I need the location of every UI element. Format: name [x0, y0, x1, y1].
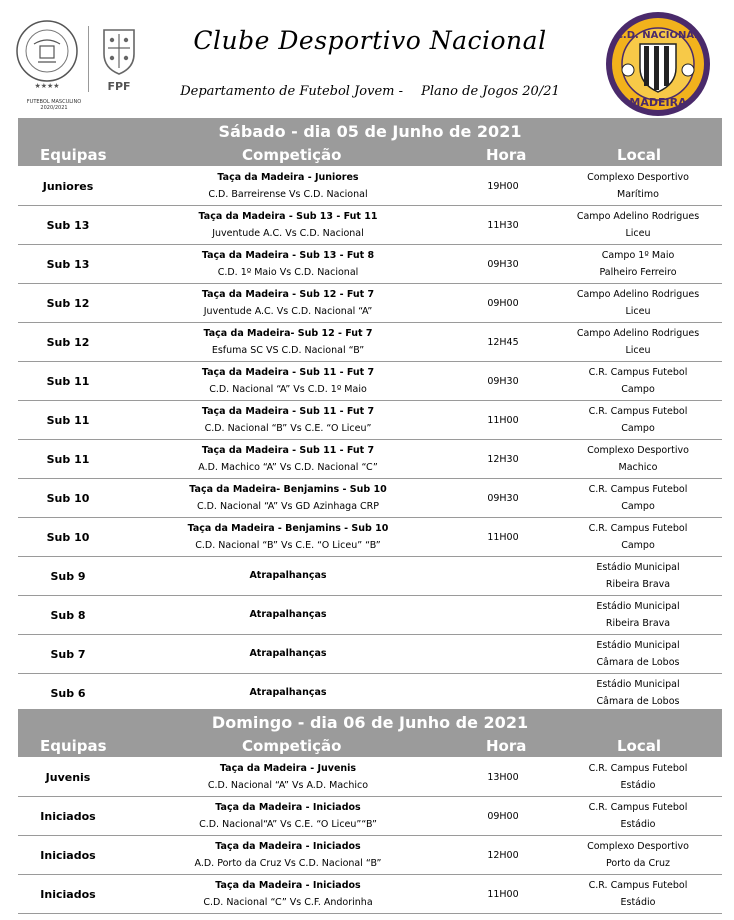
match-teams: Esfuma SC VS C.D. Nacional “B” — [211, 345, 365, 356]
table-row — [18, 401, 722, 440]
col-head-loc: Local — [617, 737, 662, 755]
location-line-1: Complexo Desportivo — [587, 172, 689, 183]
time-cell: 09H00 — [487, 297, 519, 309]
location-cell — [553, 799, 723, 833]
col-head-time: Hora — [486, 146, 527, 164]
team-cell: Sub 12 — [46, 296, 90, 310]
subtitle-department: Departamento de Futebol Jovem - — [180, 84, 404, 99]
table-row — [18, 797, 722, 836]
match-teams: Juventude A.C. Vs C.D. Nacional — [212, 228, 364, 239]
location-line-1: C.R. Campus Futebol — [588, 880, 688, 891]
team-cell: Sub 10 — [46, 491, 90, 505]
time-cell: 09H00 — [487, 810, 519, 822]
location-cell — [553, 403, 723, 437]
col-head-team: Equipas — [40, 737, 107, 755]
location-line-2: Liceu — [625, 228, 651, 239]
team-cell: Sub 7 — [50, 647, 86, 661]
location-line-1: Estádio Municipal — [596, 679, 680, 690]
location-cell — [553, 286, 723, 320]
team-cell: Iniciados — [40, 848, 96, 862]
competition-cell — [148, 364, 428, 398]
col-head-comp: Competição — [242, 737, 342, 755]
team-cell: Sub 6 — [50, 686, 86, 700]
location-cell — [553, 442, 723, 476]
competition-cell — [148, 648, 428, 659]
location-line-1: C.R. Campus Futebol — [588, 523, 688, 534]
table-row — [18, 635, 722, 674]
time-cell: 09H30 — [487, 375, 519, 387]
col-head-time: Hora — [486, 737, 527, 755]
location-line-1: C.R. Campus Futebol — [588, 802, 688, 813]
competition-cell — [148, 403, 428, 437]
header-divider — [88, 26, 89, 92]
club-title: Clube Desportivo Nacional — [193, 26, 547, 55]
location-cell — [553, 325, 723, 359]
match-teams: C.D. Barreirense Vs C.D. Nacional — [208, 189, 368, 200]
competition-name: Taça da Madeira- Benjamins - Sub 10 — [189, 484, 387, 495]
competition-name: Taça da Madeira- Sub 12 - Fut 7 — [203, 328, 373, 339]
time-cell: 12H30 — [487, 453, 519, 465]
competition-cell — [148, 442, 428, 476]
table-row — [18, 518, 722, 557]
competition-name: Atrapalhanças — [249, 569, 327, 581]
competition-name: Taça da Madeira - Juvenis — [219, 763, 357, 774]
competition-name: Taça da Madeira - Sub 11 - Fut 7 — [201, 367, 375, 378]
table-row — [18, 206, 722, 245]
competition-cell — [148, 247, 428, 281]
team-cell: Sub 12 — [46, 335, 90, 349]
col-head-comp: Competição — [242, 146, 342, 164]
table-row — [18, 758, 722, 797]
day-header-saturday — [18, 118, 722, 166]
location-line-2: Machico — [618, 462, 658, 473]
location-cell — [553, 520, 723, 554]
table-row — [18, 362, 722, 401]
competition-name: Taça da Madeira - Sub 12 - Fut 7 — [201, 289, 375, 300]
table-row — [18, 440, 722, 479]
table-row — [18, 323, 722, 362]
team-cell: Juvenis — [45, 770, 91, 784]
location-cell — [553, 247, 723, 281]
day-title: Sábado - dia 05 de Junho de 2021 — [218, 122, 522, 141]
match-teams: C.D. Nacional “A” Vs A.D. Machico — [207, 780, 369, 791]
cert-caption — [14, 99, 94, 111]
competition-name: Taça da Madeira - Iniciados — [215, 841, 361, 852]
table-row — [18, 167, 722, 206]
competition-name: Atrapalhanças — [249, 686, 327, 698]
col-head-team: Equipas — [40, 146, 107, 164]
team-cell: Sub 9 — [50, 569, 86, 583]
location-cell — [553, 676, 723, 710]
match-teams: A.D. Machico “A” Vs C.D. Nacional “C” — [198, 462, 378, 473]
time-cell: 12H45 — [487, 336, 519, 348]
location-line-2: Câmara de Lobos — [596, 657, 680, 668]
location-line-2: Estádio — [620, 819, 656, 830]
day-title: Domingo - dia 06 de Junho de 2021 — [211, 713, 529, 732]
match-teams: C.D. Nacional “B” Vs C.E. “O Liceu” “B” — [195, 540, 381, 551]
time-cell: 09H30 — [487, 492, 519, 504]
fpf-label: FPF — [107, 80, 131, 93]
location-line-1: Campo 1º Maio — [601, 250, 675, 261]
team-cell: Iniciados — [40, 809, 96, 823]
table-row — [18, 245, 722, 284]
col-head-loc: Local — [617, 146, 662, 164]
location-line-1: Campo Adelino Rodrigues — [576, 289, 700, 300]
competition-cell — [148, 570, 428, 581]
time-cell: 11H30 — [487, 219, 519, 231]
location-cell — [553, 838, 723, 872]
location-line-2: Estádio — [620, 780, 656, 791]
team-cell: Sub 13 — [46, 218, 90, 232]
cert-season: 2020/2021 — [40, 105, 68, 111]
location-cell — [553, 877, 723, 911]
match-teams: Juventude A.C. Vs C.D. Nacional “A” — [203, 306, 373, 317]
time-cell: 11H00 — [487, 414, 519, 426]
location-line-1: C.R. Campus Futebol — [588, 406, 688, 417]
time-cell: 11H00 — [487, 888, 519, 900]
location-line-1: C.R. Campus Futebol — [588, 484, 688, 495]
subtitle-plan: Plano de Jogos 20/21 — [421, 84, 560, 99]
match-teams: C.D. Nacional “A” Vs C.D. 1º Maio — [209, 384, 367, 395]
location-cell — [553, 169, 723, 203]
competition-name: Taça da Madeira - Benjamins - Sub 10 — [187, 523, 389, 534]
location-cell — [553, 559, 723, 593]
competition-cell — [148, 169, 428, 203]
location-line-1: Complexo Desportivo — [587, 841, 689, 852]
location-line-2: Liceu — [625, 345, 651, 356]
match-teams: C.D. Nacional “C” Vs C.F. Andorinha — [203, 897, 373, 908]
table-row — [18, 875, 722, 914]
team-cell: Sub 11 — [46, 452, 90, 466]
competition-cell — [148, 325, 428, 359]
match-teams: C.D. Nacional “B” Vs C.E. “O Liceu” — [204, 423, 372, 434]
location-line-2: Ribeira Brava — [605, 579, 671, 590]
location-line-2: Ribeira Brava — [605, 618, 671, 629]
competition-cell — [148, 208, 428, 242]
competition-cell — [148, 520, 428, 554]
competition-cell — [148, 760, 428, 794]
competition-cell — [148, 286, 428, 320]
table-row — [18, 836, 722, 875]
location-cell — [553, 760, 723, 794]
team-cell: Sub 11 — [46, 413, 90, 427]
location-cell — [553, 637, 723, 671]
team-cell: Iniciados — [40, 887, 96, 901]
header-subtitle — [150, 84, 590, 99]
fpf-federation-logo-icon — [96, 22, 142, 96]
competition-name: Atrapalhanças — [249, 647, 327, 659]
competition-cell — [148, 481, 428, 515]
table-row — [18, 596, 722, 635]
time-cell: 19H00 — [487, 180, 519, 192]
cd-nacional-crest-icon — [604, 10, 712, 118]
team-cell: Sub 10 — [46, 530, 90, 544]
location-line-2: Marítimo — [617, 189, 659, 200]
competition-name: Atrapalhanças — [249, 608, 327, 620]
location-line-2: Campo — [621, 501, 655, 512]
location-line-1: Estádio Municipal — [596, 562, 680, 573]
table-row — [18, 479, 722, 518]
location-line-1: Campo Adelino Rodrigues — [576, 211, 700, 222]
table-row — [18, 557, 722, 596]
cert-label: FUTEBOL MASCULINO — [26, 99, 82, 105]
location-line-1: Estádio Municipal — [596, 640, 680, 651]
competition-name: Taça da Madeira - Juniores — [217, 172, 359, 183]
time-cell: 09H30 — [487, 258, 519, 270]
team-cell: Sub 11 — [46, 374, 90, 388]
location-line-1: C.R. Campus Futebol — [588, 367, 688, 378]
time-cell: 12H00 — [487, 849, 519, 861]
location-line-2: Porto da Cruz — [605, 858, 671, 869]
time-cell: 11H00 — [487, 531, 519, 543]
location-line-1: Complexo Desportivo — [587, 445, 689, 456]
competition-cell — [148, 838, 428, 872]
svg-text:★★★★: ★★★★ — [34, 82, 60, 90]
location-cell — [553, 364, 723, 398]
table-row — [18, 674, 722, 713]
competition-name: Taça da Madeira - Sub 13 - Fut 8 — [201, 250, 375, 261]
location-line-2: Campo — [621, 423, 655, 434]
table-row — [18, 284, 722, 323]
competition-cell — [148, 687, 428, 698]
location-cell — [553, 208, 723, 242]
crest-bottom-text: MADEIRA — [629, 96, 687, 109]
location-line-2: Campo — [621, 384, 655, 395]
column-headers — [18, 144, 722, 166]
location-cell — [553, 598, 723, 632]
team-cell: Juniores — [42, 179, 94, 193]
column-headers — [18, 735, 722, 757]
location-line-1: C.R. Campus Futebol — [588, 763, 688, 774]
competition-name: Taça da Madeira - Sub 11 - Fut 7 — [201, 406, 375, 417]
team-cell: Sub 13 — [46, 257, 90, 271]
location-line-2: Palheiro Ferreiro — [599, 267, 677, 278]
location-line-1: Campo Adelino Rodrigues — [576, 328, 700, 339]
competition-name: Taça da Madeira - Sub 13 - Fut 11 — [198, 211, 378, 222]
location-line-2: Liceu — [625, 306, 651, 317]
competition-cell — [148, 877, 428, 911]
match-teams: C.D. Nacional“A” Vs C.E. “O Liceu”“B” — [199, 819, 377, 830]
location-line-2: Estádio — [620, 897, 656, 908]
location-cell — [553, 481, 723, 515]
match-teams: C.D. 1º Maio Vs C.D. Nacional — [217, 267, 359, 278]
competition-name: Taça da Madeira - Sub 11 - Fut 7 — [201, 445, 375, 456]
certified-training-entity-seal-icon — [14, 18, 80, 92]
match-teams: C.D. Nacional “A” Vs GD Azinhaga CRP — [196, 501, 380, 512]
crest-top-text: C.D. NACIONAL — [615, 30, 701, 41]
competition-cell — [148, 799, 428, 833]
match-teams: A.D. Porto da Cruz Vs C.D. Nacional “B” — [194, 858, 382, 869]
team-cell: Sub 8 — [50, 608, 86, 622]
document-header — [0, 0, 734, 118]
location-line-2: Campo — [621, 540, 655, 551]
competition-cell — [148, 609, 428, 620]
day-header-sunday — [18, 709, 722, 757]
competition-name: Taça da Madeira - Iniciados — [215, 802, 361, 813]
time-cell: 13H00 — [487, 771, 519, 783]
location-line-1: Estádio Municipal — [596, 601, 680, 612]
location-line-2: Câmara de Lobos — [596, 696, 680, 707]
competition-name: Taça da Madeira - Iniciados — [215, 880, 361, 891]
